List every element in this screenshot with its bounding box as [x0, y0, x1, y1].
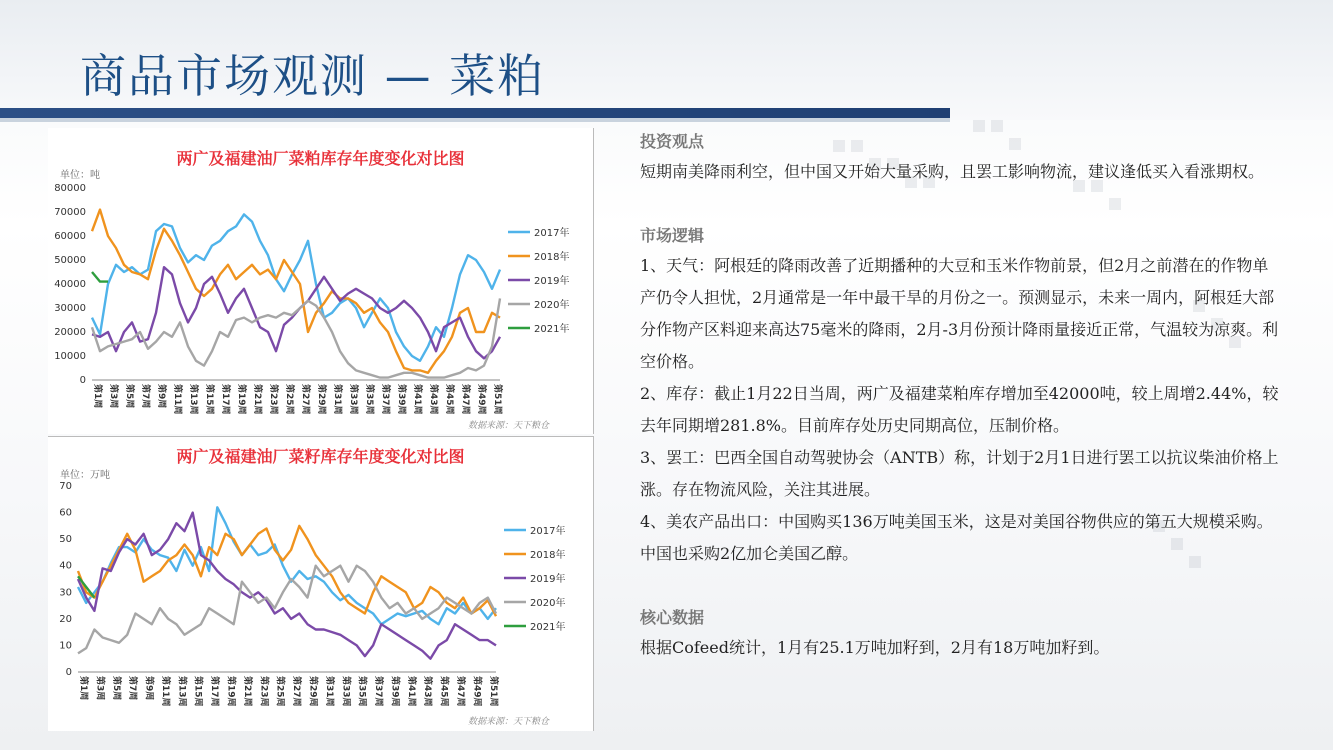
chart-source: 数据来源：天下粮仓 [468, 421, 550, 431]
section-market-logic [640, 222, 1280, 570]
x-tick-label: 第51周 [487, 676, 498, 707]
legend-label: 2021年 [530, 622, 566, 633]
x-tick-label: 第13周 [188, 384, 198, 415]
x-tick-label: 第5周 [110, 676, 121, 701]
y-tick-label: 10 [59, 640, 72, 652]
x-tick-label: 第41周 [412, 384, 422, 415]
x-tick-label: 第37周 [380, 384, 390, 415]
y-tick-label: 20 [59, 613, 72, 625]
section-heading: 市场逻辑 [640, 226, 705, 245]
y-tick-label: 50000 [54, 255, 86, 266]
x-tick-label: 第19周 [236, 384, 246, 415]
y-tick-label: 70 [59, 481, 72, 492]
x-tick-label: 第31周 [323, 676, 334, 707]
legend-label: 2018年 [530, 550, 566, 561]
legend-label: 2020年 [534, 300, 570, 311]
x-tick-label: 第33周 [348, 384, 358, 415]
chart-seed [48, 436, 593, 730]
series-line [92, 272, 108, 282]
series-line [92, 214, 500, 360]
chart-svg [48, 128, 593, 434]
y-tick-label: 0 [79, 375, 86, 386]
series-line [92, 298, 500, 377]
x-tick-label: 第41周 [405, 676, 416, 707]
title-rule-shadow [0, 118, 950, 122]
x-tick-label: 第1周 [78, 676, 88, 701]
analysis-text [640, 128, 1280, 664]
x-tick-label: 第3周 [108, 384, 118, 409]
x-tick-label: 第25周 [274, 676, 285, 707]
legend-label: 2019年 [530, 574, 566, 585]
x-tick-label: 第11周 [159, 676, 170, 707]
paragraph: 2、库存：截止1月22日当周，两广及福建菜粕库存增加至42000吨，较上周增2.44%，较去年同期增281.8%。目前库存处历史同期高位，压制价格。 [640, 384, 1279, 435]
x-tick-label: 第21周 [241, 676, 252, 707]
y-tick-label: 40000 [54, 279, 86, 290]
x-tick-label: 第29周 [316, 384, 326, 415]
y-tick-label: 80000 [54, 183, 86, 194]
legend-label: 2017年 [530, 526, 566, 537]
chart-title: 两广及福建油厂菜籽库存年度变化对比图 [176, 447, 465, 466]
x-tick-label: 第47周 [455, 676, 466, 707]
x-tick-label: 第21周 [252, 384, 262, 415]
series-line [92, 210, 500, 373]
paragraph: 3、罢工：巴西全国自动驾驶协会（ANTB）称，计划于2月1日进行罢工以抗议柴油价格上涨。存在物流风险，关注其进展。 [640, 448, 1279, 499]
section-core-data [640, 604, 1280, 664]
y-tick-label: 50 [59, 534, 72, 546]
x-tick-label: 第3周 [94, 676, 105, 701]
x-tick-label: 第49周 [471, 676, 482, 707]
paragraph: 根据Cofeed统计，1月有25.1万吨加籽到，2月有18万吨加籽到。 [640, 638, 1110, 657]
x-tick-label: 第23周 [268, 384, 278, 415]
x-tick-label: 第5周 [124, 384, 134, 409]
section-heading: 核心数据 [640, 608, 705, 627]
y-tick-label: 40 [59, 560, 72, 572]
x-tick-label: 第45周 [438, 676, 449, 707]
legend-label: 2018年 [534, 252, 570, 263]
x-tick-label: 第31周 [332, 384, 342, 415]
x-tick-label: 第17周 [209, 676, 220, 707]
x-tick-label: 第11周 [172, 384, 182, 415]
legend-label: 2021年 [534, 324, 570, 335]
title-rule [0, 108, 950, 118]
x-tick-label: 第15周 [192, 676, 203, 707]
x-tick-label: 第33周 [340, 676, 351, 707]
y-tick-label: 60 [59, 507, 72, 519]
y-tick-label: 20000 [54, 327, 86, 338]
section-investment-view [640, 128, 1280, 188]
y-tick-label: 0 [65, 667, 72, 678]
x-tick-label: 第9周 [143, 676, 154, 701]
chart-unit: 单位：万吨 [60, 470, 110, 481]
x-tick-label: 第39周 [389, 676, 400, 707]
chart-svg [48, 436, 593, 730]
x-tick-label: 第45周 [444, 384, 454, 415]
legend-label: 2017年 [534, 228, 570, 239]
y-tick-label: 60000 [54, 231, 86, 242]
x-tick-label: 第17周 [220, 384, 230, 415]
x-tick-label: 第1周 [92, 384, 102, 409]
y-tick-label: 30000 [54, 303, 86, 314]
x-tick-label: 第43周 [422, 676, 433, 707]
paragraph: 1、天气：阿根廷的降雨改善了近期播种的大豆和玉米作物前景，但2月之前潜在的作物单产仍令人担忧，2月通常是一年中最干旱的月份之一。预测显示，未来一周内，阿根廷大部分作物产区料迎来高达75毫米的降雨，2月-3月份预计降雨量接近正常，气温较为凉爽。利空价格。 [640, 256, 1279, 371]
y-tick-label: 70000 [54, 207, 86, 218]
x-tick-label: 第47周 [460, 384, 470, 415]
x-tick-label: 第19周 [225, 676, 236, 707]
paragraph: 短期南美降雨利空，但中国又开始大量采购，且罢工影响物流，建议逢低买入看涨期权。 [640, 162, 1265, 181]
x-tick-label: 第39周 [396, 384, 406, 415]
chart-unit: 单位：吨 [60, 170, 100, 181]
x-tick-label: 第51周 [492, 384, 502, 415]
x-tick-label: 第29周 [307, 676, 318, 707]
x-tick-label: 第27周 [291, 676, 302, 707]
x-tick-label: 第43周 [428, 384, 438, 415]
series-line [78, 566, 496, 654]
y-tick-label: 10000 [54, 351, 86, 362]
x-tick-label: 第35周 [356, 676, 367, 707]
x-tick-label: 第7周 [127, 676, 138, 701]
x-tick-label: 第9周 [156, 384, 166, 409]
x-tick-label: 第7周 [140, 384, 150, 409]
x-tick-label: 第23周 [258, 676, 269, 707]
chart-title: 两广及福建油厂菜粕库存年度变化对比图 [176, 149, 465, 168]
x-tick-label: 第15周 [204, 384, 214, 415]
x-tick-label: 第37周 [373, 676, 384, 707]
x-tick-label: 第13周 [176, 676, 187, 707]
legend-label: 2019年 [534, 276, 570, 287]
legend-label: 2020年 [530, 598, 566, 609]
paragraph: 4、美农产品出口：中国购买136万吨美国玉米，这是对美国谷物供应的第五大规模采购。中国也采购2亿加仑美国乙醇。 [640, 512, 1273, 563]
chart-source: 数据来源：天下粮仓 [468, 717, 550, 727]
section-heading: 投资观点 [640, 132, 705, 151]
chart-meal [48, 128, 593, 434]
x-tick-label: 第49周 [476, 384, 486, 415]
x-tick-label: 第25周 [284, 384, 294, 415]
x-tick-label: 第35周 [364, 384, 374, 415]
y-tick-label: 30 [59, 587, 72, 599]
page-title: 商品市场观测 — 菜粕 [80, 49, 546, 103]
x-tick-label: 第27周 [300, 384, 310, 415]
